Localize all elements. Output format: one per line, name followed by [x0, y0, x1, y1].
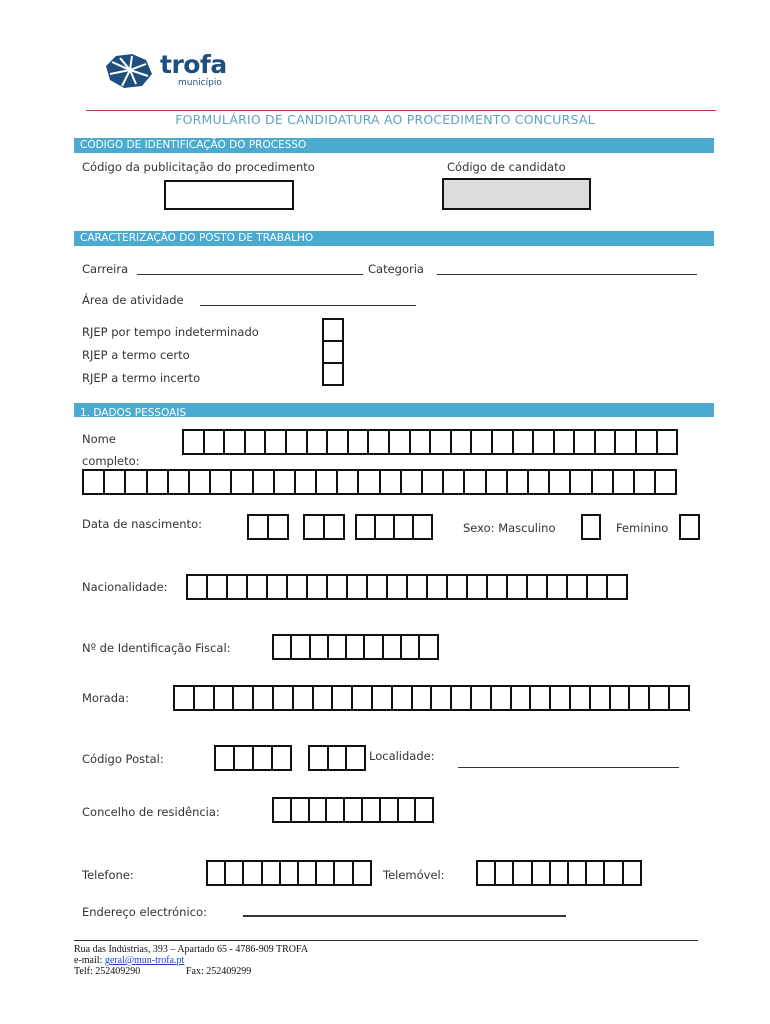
input-cell[interactable]: [208, 862, 226, 884]
input-cell[interactable]: [656, 471, 677, 493]
input-cell[interactable]: [472, 431, 493, 453]
input-cell[interactable]: [126, 471, 147, 493]
input-cell[interactable]: [329, 747, 348, 769]
input-cell[interactable]: [357, 516, 376, 538]
option-uncertain-term-label: RJEP a termo incerto: [82, 371, 201, 385]
input-cell[interactable]: [208, 576, 228, 598]
candidate-code-label: Código de candidato: [447, 160, 566, 174]
input-cell[interactable]: [393, 687, 413, 709]
input-cell[interactable]: [105, 471, 126, 493]
input-cell[interactable]: [534, 431, 555, 453]
nationality-cells[interactable]: [186, 574, 628, 600]
input-cell[interactable]: [268, 576, 288, 598]
brand-name: trofa: [160, 50, 227, 79]
input-cell[interactable]: [365, 636, 383, 658]
input-cell[interactable]: [254, 471, 275, 493]
input-cell[interactable]: [408, 576, 428, 598]
input-cell[interactable]: [169, 471, 190, 493]
input-cell[interactable]: [399, 799, 417, 821]
sex-female-label: Feminino: [616, 521, 669, 535]
footer-address: Rua das Indústrias, 393 – Apartado 65 - 4786-909 TROFA: [74, 944, 309, 955]
input-cell[interactable]: [353, 687, 373, 709]
mobile-cells[interactable]: [476, 860, 642, 886]
input-cell[interactable]: [274, 799, 292, 821]
input-cell[interactable]: [335, 862, 353, 884]
input-cell[interactable]: [670, 687, 690, 709]
input-cell[interactable]: [448, 576, 468, 598]
input-cell[interactable]: [254, 747, 273, 769]
input-cell[interactable]: [413, 687, 433, 709]
input-cell[interactable]: [478, 862, 496, 884]
input-cell[interactable]: [254, 687, 274, 709]
phone-cells[interactable]: [206, 860, 372, 886]
input-cell[interactable]: [452, 431, 473, 453]
option-fixed-term-label: RJEP a termo certo: [82, 348, 190, 362]
input-cell[interactable]: [308, 431, 329, 453]
input-cell[interactable]: [624, 862, 642, 884]
section-bar-process-code: CÓDIGO DE IDENTIFICAÇÃO DO PROCESSO: [74, 138, 714, 153]
email-label: Endereço electrónico:: [82, 905, 207, 919]
input-cell[interactable]: [205, 431, 226, 453]
municipality-label: Concelho de residência:: [82, 805, 220, 819]
input-cell[interactable]: [465, 471, 486, 493]
nationality-label: Nacionalidade:: [82, 580, 168, 594]
input-cell[interactable]: [414, 516, 433, 538]
input-cell[interactable]: [550, 471, 571, 493]
input-cell[interactable]: [273, 747, 292, 769]
footer-phone: Telf: 252409290: [74, 966, 141, 977]
input-cell[interactable]: [317, 471, 338, 493]
input-cell[interactable]: [605, 862, 623, 884]
input-cell[interactable]: [184, 431, 205, 453]
address-label: Morada:: [82, 691, 129, 705]
birth-month-cells[interactable]: [303, 514, 345, 540]
input-cell[interactable]: [234, 687, 254, 709]
birth-date-label: Data de nascimento:: [82, 517, 202, 531]
input-cell[interactable]: [388, 576, 408, 598]
input-cell[interactable]: [347, 636, 365, 658]
input-cell[interactable]: [431, 431, 452, 453]
input-cell[interactable]: [294, 687, 314, 709]
input-cell[interactable]: [288, 576, 308, 598]
tax-id-cells[interactable]: [272, 634, 439, 660]
section-bar-personal-data: 1. DADOS PESSOAIS: [74, 403, 714, 417]
input-cell[interactable]: [588, 576, 608, 598]
input-cell[interactable]: [274, 636, 292, 658]
input-cell[interactable]: [569, 862, 587, 884]
publication-code-label: Código da publicitação do procedimento: [82, 160, 315, 174]
input-cell[interactable]: [274, 687, 294, 709]
input-cell[interactable]: [571, 471, 592, 493]
option-uncertain-term-checkbox[interactable]: [322, 362, 344, 386]
input-cell[interactable]: [325, 516, 345, 538]
input-cell[interactable]: [616, 431, 637, 453]
tax-id-label: Nº de Identificação Fiscal:: [82, 641, 231, 655]
postal-code-main-cells[interactable]: [214, 745, 292, 771]
input-cell[interactable]: [533, 862, 551, 884]
input-cell[interactable]: [349, 431, 370, 453]
sex-male-checkbox[interactable]: [581, 514, 601, 540]
input-cell[interactable]: [275, 471, 296, 493]
input-cell[interactable]: [299, 862, 317, 884]
mobile-label: Telemóvel:: [383, 868, 445, 882]
input-cell[interactable]: [249, 516, 269, 538]
input-cell[interactable]: [281, 862, 299, 884]
email-field[interactable]: [243, 915, 566, 917]
input-cell[interactable]: [496, 862, 514, 884]
footer-email-line: [74, 955, 184, 966]
option-fixed-term-checkbox[interactable]: [322, 340, 344, 364]
footer-email-prefix: e-mail:: [74, 955, 105, 966]
input-cell[interactable]: [593, 471, 614, 493]
input-cell[interactable]: [308, 576, 328, 598]
input-cell[interactable]: [292, 636, 310, 658]
sex-female-checkbox[interactable]: [679, 514, 700, 540]
input-cell[interactable]: [630, 687, 650, 709]
input-cell[interactable]: [175, 687, 195, 709]
input-cell[interactable]: [211, 471, 232, 493]
input-cell[interactable]: [354, 862, 372, 884]
career-field[interactable]: [137, 274, 363, 275]
input-cell[interactable]: [228, 576, 248, 598]
input-cell[interactable]: [363, 799, 381, 821]
input-cell[interactable]: [305, 516, 325, 538]
full-name-cells-row1[interactable]: [182, 429, 678, 455]
input-cell[interactable]: [347, 747, 366, 769]
input-cell[interactable]: [359, 471, 380, 493]
input-cell[interactable]: [368, 576, 388, 598]
locality-field[interactable]: [458, 767, 679, 768]
sex-male-label: Sexo: Masculino: [463, 521, 556, 535]
input-cell[interactable]: [148, 471, 169, 493]
input-cell[interactable]: [345, 799, 363, 821]
option-indeterminate-checkbox[interactable]: [322, 318, 344, 342]
input-cell[interactable]: [310, 799, 328, 821]
input-cell[interactable]: [395, 516, 414, 538]
input-cell[interactable]: [432, 687, 452, 709]
input-cell[interactable]: [591, 687, 611, 709]
input-cell[interactable]: [575, 431, 596, 453]
input-cell[interactable]: [614, 471, 635, 493]
form-title: FORMULÁRIO DE CANDIDATURA AO PROCEDIMENTO CONCURSAL: [175, 112, 595, 127]
municipality-cells[interactable]: [272, 797, 434, 823]
input-cell[interactable]: [529, 471, 550, 493]
input-cell[interactable]: [596, 431, 617, 453]
input-cell[interactable]: [635, 471, 656, 493]
input-cell[interactable]: [658, 431, 679, 453]
input-cell[interactable]: [226, 862, 244, 884]
input-cell[interactable]: [611, 687, 631, 709]
input-cell[interactable]: [369, 431, 390, 453]
input-cell[interactable]: [587, 862, 605, 884]
footer-email-link[interactable]: geral@mun-trofa.pt: [104, 955, 185, 966]
input-cell[interactable]: [452, 687, 472, 709]
input-cell[interactable]: [568, 576, 588, 598]
input-cell[interactable]: [548, 576, 568, 598]
input-cell[interactable]: [637, 431, 658, 453]
input-cell[interactable]: [420, 636, 438, 658]
activity-area-field[interactable]: [200, 305, 416, 306]
footer-fax: Fax: 252409299: [186, 966, 252, 977]
input-cell[interactable]: [416, 799, 434, 821]
activity-area-label: Área de atividade: [82, 293, 184, 307]
input-cell[interactable]: [263, 862, 281, 884]
option-indeterminate-label: RJEP por tempo indeterminado: [82, 325, 259, 339]
locality-label: Localidade:: [369, 749, 435, 763]
input-cell[interactable]: [248, 576, 268, 598]
input-cell[interactable]: [384, 636, 402, 658]
input-cell[interactable]: [608, 576, 628, 598]
input-cell[interactable]: [492, 687, 512, 709]
input-cell[interactable]: [402, 471, 423, 493]
postal-code-label: Código Postal:: [82, 752, 164, 766]
input-cell[interactable]: [84, 471, 105, 493]
input-cell[interactable]: [266, 431, 287, 453]
brand-subtitle: município: [178, 78, 222, 88]
input-cell[interactable]: [287, 431, 308, 453]
input-cell[interactable]: [402, 636, 420, 658]
input-cell[interactable]: [468, 576, 488, 598]
input-cell[interactable]: [508, 576, 528, 598]
input-cell[interactable]: [327, 799, 345, 821]
input-cell[interactable]: [188, 576, 208, 598]
input-cell[interactable]: [328, 576, 348, 598]
input-cell[interactable]: [381, 799, 399, 821]
full-name-cells-row2[interactable]: [82, 469, 677, 495]
input-cell[interactable]: [195, 687, 215, 709]
input-cell[interactable]: [215, 687, 235, 709]
input-cell[interactable]: [488, 576, 508, 598]
input-cell[interactable]: [555, 431, 576, 453]
category-label: Categoria: [368, 262, 424, 276]
input-cell[interactable]: [551, 687, 571, 709]
input-cell[interactable]: [514, 431, 535, 453]
input-cell[interactable]: [296, 471, 317, 493]
header-divider: [86, 110, 716, 111]
input-cell[interactable]: [411, 431, 432, 453]
input-cell[interactable]: [531, 687, 551, 709]
input-cell[interactable]: [650, 687, 670, 709]
input-cell[interactable]: [487, 471, 508, 493]
input-cell[interactable]: [235, 747, 254, 769]
input-cell[interactable]: [328, 431, 349, 453]
input-cell[interactable]: [472, 687, 492, 709]
publication-code-field[interactable]: [164, 180, 294, 210]
full-name-label-line1: Nome: [82, 432, 116, 446]
section-bar-job-post: CARACTERIZAÇÃO DO POSTO DE TRABALHO: [74, 231, 714, 246]
input-cell[interactable]: [348, 576, 368, 598]
input-cell[interactable]: [338, 471, 359, 493]
phone-label: Telefone:: [82, 868, 134, 882]
input-cell[interactable]: [246, 431, 267, 453]
input-cell[interactable]: [232, 471, 253, 493]
input-cell[interactable]: [428, 576, 448, 598]
input-cell[interactable]: [512, 687, 532, 709]
input-cell[interactable]: [444, 471, 465, 493]
input-cell[interactable]: [493, 431, 514, 453]
input-cell[interactable]: [292, 799, 310, 821]
input-cell[interactable]: [373, 687, 393, 709]
input-cell[interactable]: [216, 747, 235, 769]
input-cell[interactable]: [311, 636, 329, 658]
input-cell[interactable]: [390, 431, 411, 453]
address-cells[interactable]: [173, 685, 690, 711]
input-cell[interactable]: [314, 687, 334, 709]
full-name-label-line2: completo:: [82, 454, 140, 468]
birth-day-cells[interactable]: [247, 514, 289, 540]
trofa-logo-icon: [102, 52, 158, 90]
input-cell[interactable]: [329, 636, 347, 658]
footer-divider: [74, 940, 698, 941]
input-cell[interactable]: [376, 516, 395, 538]
input-cell[interactable]: [225, 431, 246, 453]
career-label: Carreira: [82, 262, 129, 276]
input-cell[interactable]: [528, 576, 548, 598]
input-cell[interactable]: [551, 862, 569, 884]
input-cell[interactable]: [269, 516, 289, 538]
birth-year-cells[interactable]: [355, 514, 433, 540]
input-cell[interactable]: [571, 687, 591, 709]
candidate-code-field: [442, 178, 591, 210]
input-cell[interactable]: [333, 687, 353, 709]
input-cell[interactable]: [310, 747, 329, 769]
input-cell[interactable]: [423, 471, 444, 493]
input-cell[interactable]: [244, 862, 262, 884]
input-cell[interactable]: [514, 862, 532, 884]
postal-code-suffix-cells[interactable]: [308, 745, 366, 771]
input-cell[interactable]: [381, 471, 402, 493]
input-cell[interactable]: [317, 862, 335, 884]
input-cell[interactable]: [190, 471, 211, 493]
input-cell[interactable]: [508, 471, 529, 493]
category-field[interactable]: [437, 274, 697, 275]
